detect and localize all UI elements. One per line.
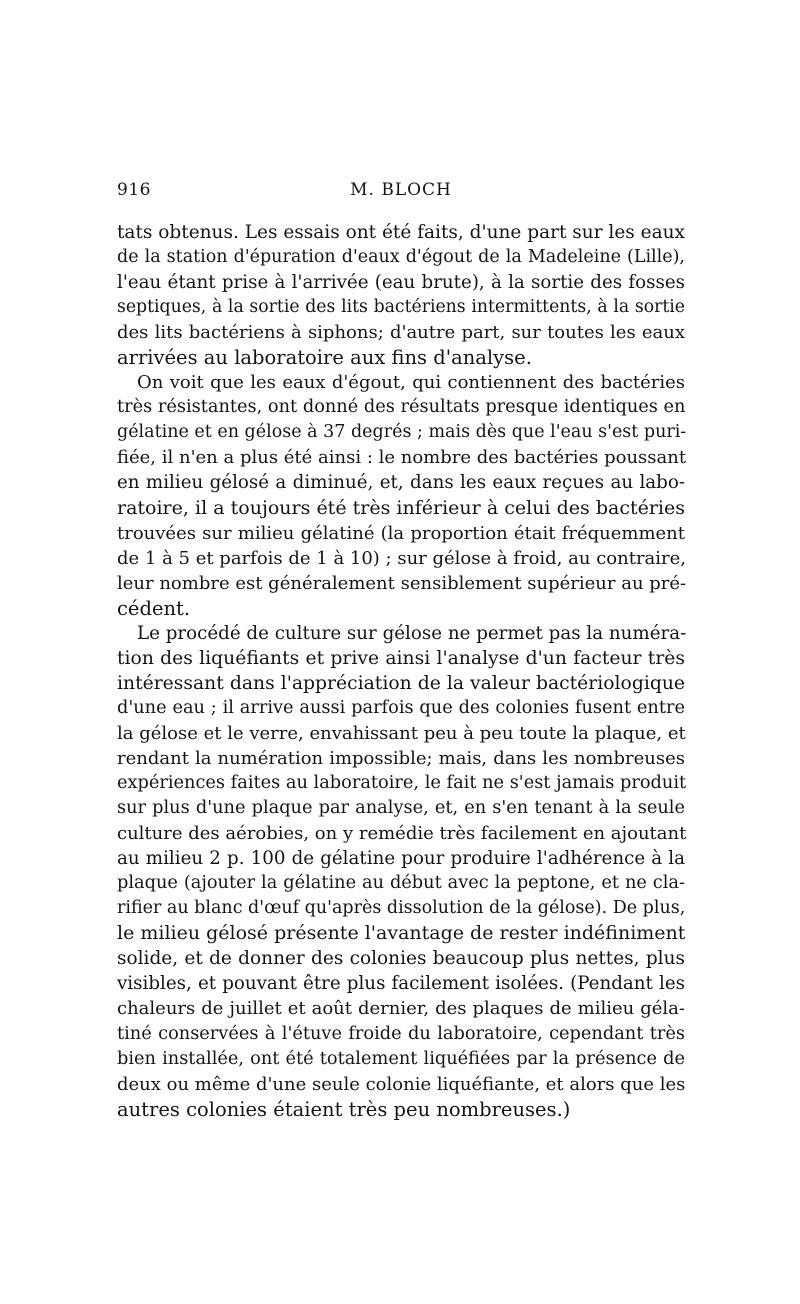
paragraph <box>117 621 685 1122</box>
body-text <box>117 220 685 1122</box>
text-line: leur nombre est généralement sensiblement supérieur au pré- <box>117 572 687 594</box>
text-line: rendant la numération impossible; mais, dans les nombreuses <box>117 747 685 769</box>
text-line: plaque (ajouter la gélatine au début avec la peptone, et ne cla- <box>117 873 685 894</box>
text-line: très résistantes, ont donné des résultats presque identiques en <box>117 397 686 418</box>
text-line: bien installée, ont été totalement liquéfiées par la présence de <box>117 1048 685 1069</box>
text-line: l'eau étant prise à l'arrivée (eau brute), à la sortie des fosses <box>117 272 685 294</box>
running-head <box>117 180 685 208</box>
paragraph <box>117 220 685 370</box>
text-line: gélatine et en gélose à 37 degrés ; mais dès que l'eau s'est puri- <box>117 422 687 443</box>
text-line: tiné conservées à l'étuve froide du laboratoire, cependant très <box>117 1023 685 1044</box>
text-line: le milieu gélosé présente l'avantage de rester indéfiniment <box>117 922 686 945</box>
text-line: autres colonies étaient très peu nombreuses.) <box>117 1097 571 1121</box>
text-line: la gélose et le verre, envahissant peu à peu toute la plaque, et <box>117 722 686 744</box>
text-line: au milieu 2 p. 100 de gélatine pour produire l'adhérence à la <box>117 848 685 870</box>
text-line: cédent. <box>117 596 191 620</box>
text-line: rifier au blanc d'œuf qu'après dissolution de la gélose). De plus, <box>117 898 686 919</box>
text-line: septiques, à la sortie des lits bactériens intermittents, à la sortie <box>117 297 685 318</box>
text-line: tion des liquéfiants et prive ainsi l'analyse d'un facteur très <box>117 647 685 669</box>
text-line: culture des aérobies, on y remédie très facilement en ajoutant <box>117 823 687 845</box>
text-line: solide, et de donner des colonies beaucoup plus nettes, plus <box>117 948 685 970</box>
text-line: expériences faites au laboratoire, le fait ne s'est jamais produit <box>117 773 687 794</box>
text-line: de la station d'épuration d'eaux d'égout de la Madeleine (Lille), <box>117 247 685 268</box>
paragraph <box>117 370 685 620</box>
text-line: trouvées sur milieu gélatiné (la proportion était fréquemment <box>117 522 685 544</box>
page-number: 916 <box>117 180 151 200</box>
text-line: de 1 à 5 et parfois de 1 à 10) ; sur gélose à froid, au contraire, <box>117 547 687 569</box>
text-line: chaleurs de juillet et août dernier, des plaques de milieu géla- <box>117 998 685 1020</box>
text-line: fiée, il n'en a plus été ainsi : le nombre des bactéries poussant <box>117 447 687 469</box>
text-line: ratoire, il a toujours été très inférieur à celui des bactéries <box>117 496 685 519</box>
text-line: Le procédé de culture sur gélose ne permet pas la numéra- <box>137 622 687 644</box>
text-line: intéressant dans l'appréciation de la valeur bactériologique <box>117 672 685 694</box>
text-line: deux ou même d'une seule colonie liquéfiante, et alors que les <box>117 1073 686 1095</box>
text-line: en milieu gélosé a diminué, et, dans les eaux reçues au labo- <box>117 472 685 494</box>
text-line: visibles, et pouvant être plus facilement isolées. (Pendant les <box>117 973 685 995</box>
text-line: des lits bactériens à siphons; d'autre part, sur toutes les eaux <box>117 322 685 344</box>
text-line: tats obtenus. Les essais ont été faits, d'une part sur les eaux <box>117 222 685 243</box>
text-line: d'une eau ; il arrive aussi parfois que des colonies fusent entre <box>117 697 685 718</box>
text-line: On voit que les eaux d'égout, qui contiennent des bactéries <box>137 372 685 394</box>
running-title: M. BLOCH <box>350 180 452 200</box>
text-line: arrivées au laboratoire aux fins d'analyse. <box>117 346 532 370</box>
text-line: sur plus d'une plaque par analyse, et, en s'en tenant à la seule <box>117 798 685 819</box>
